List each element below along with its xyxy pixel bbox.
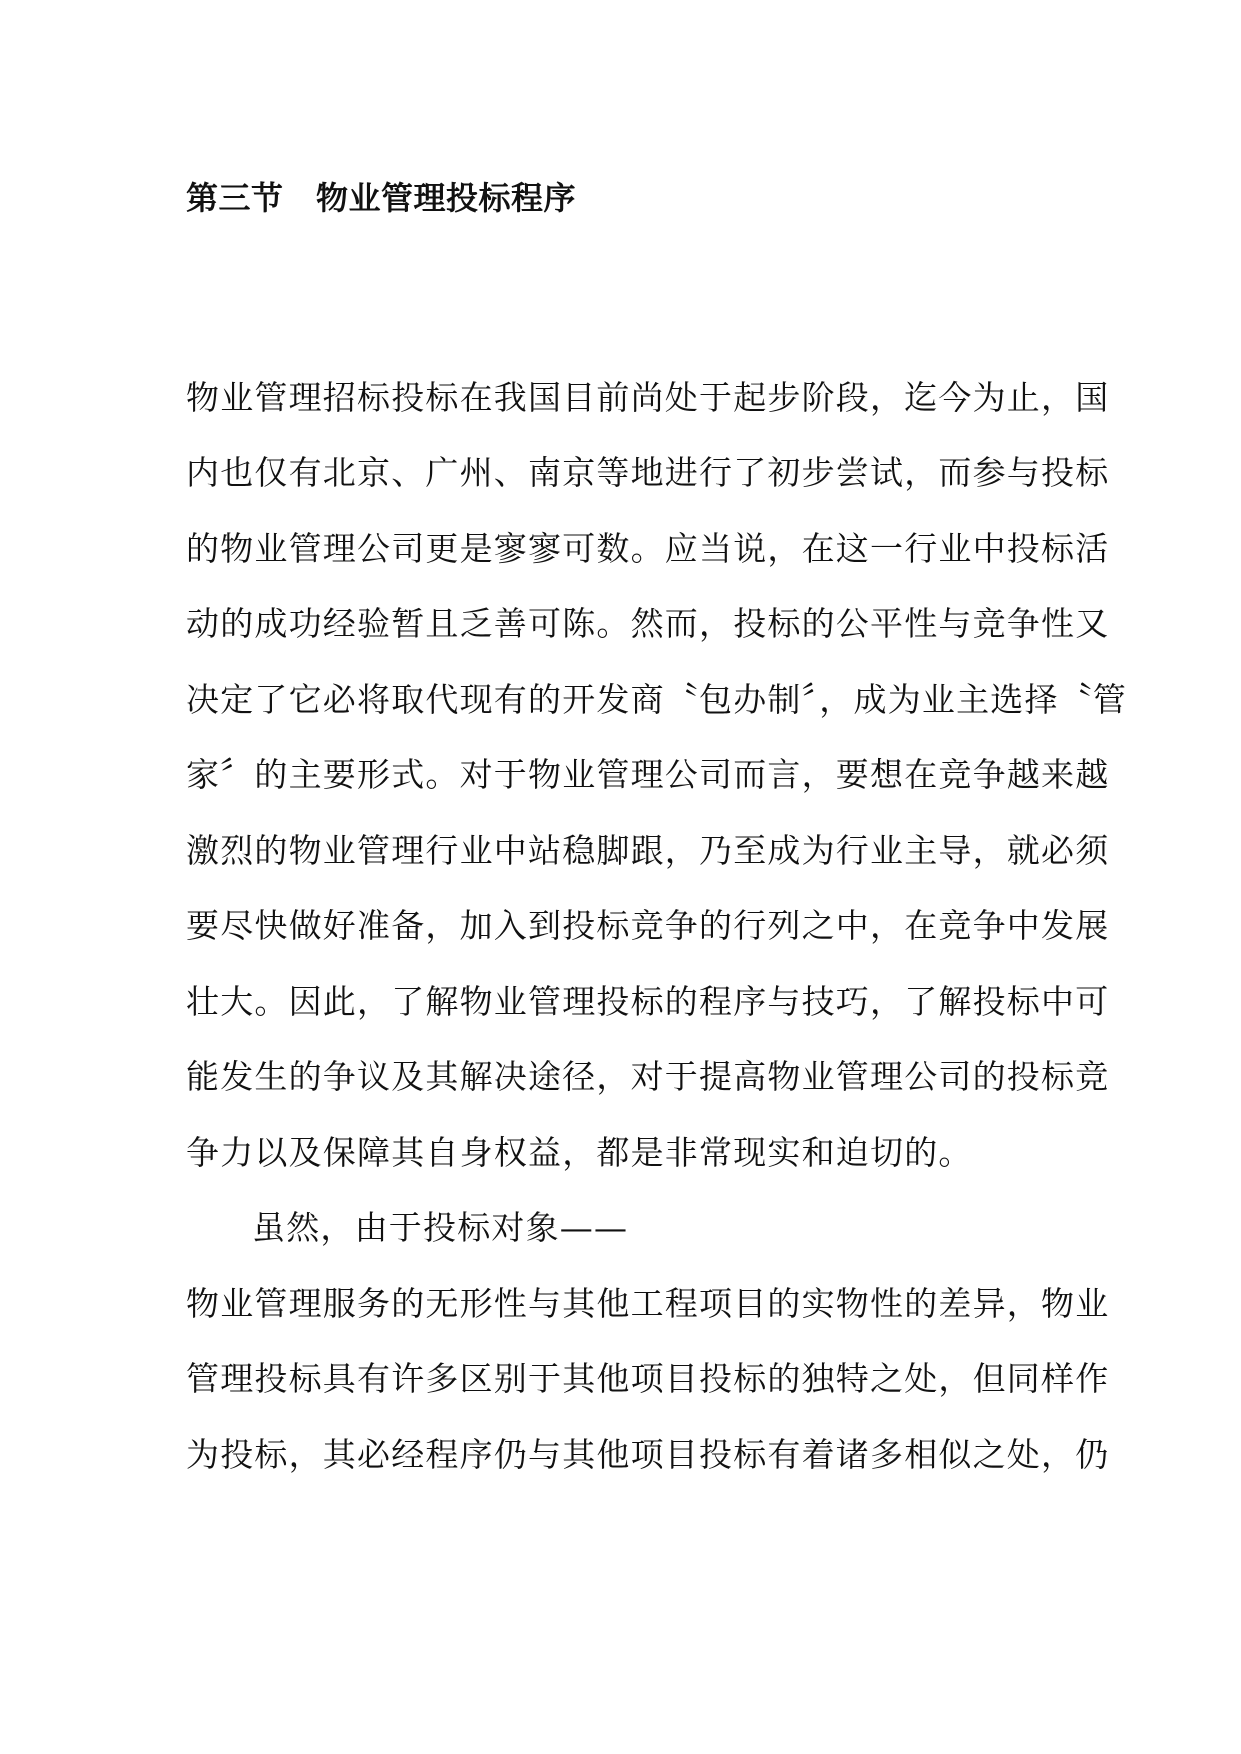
body-line: 物业管理招标投标在我国目前尚处于起步阶段，迄今为止，国	[186, 378, 1110, 417]
body-line: 管理投标具有许多区别于其他项目投标的独特之处，但同样作	[186, 1359, 1110, 1398]
body-line: 的物业管理公司更是寥寥可数。应当说，在这一行业中投标活	[186, 529, 1110, 568]
body-line: 壮大。因此，了解物业管理投标的程序与技巧，了解投标中可	[186, 982, 1110, 1021]
body-line: 动的成功经验暂且乏善可陈。然而，投标的公平性与竞争性又	[186, 604, 1110, 643]
body-line: 物业管理服务的无形性与其他工程项目的实物性的差异，物业	[186, 1284, 1110, 1323]
body-line: 决定了它必将取代现有的开发商〝包办制〞，成为业主选择〝管	[186, 680, 1128, 719]
body-line: 内也仅有北京、广州、南京等地进行了初步尝试，而参与投标	[186, 453, 1110, 492]
body-line: 能发生的争议及其解决途径，对于提高物业管理公司的投标竞	[186, 1057, 1110, 1096]
section-heading: 第三节 物业管理投标程序	[186, 179, 577, 217]
body-line: 争力以及保障其自身权益，都是非常现实和迫切的。	[186, 1133, 973, 1172]
body-line: 家〞的主要形式。对于物业管理公司而言，要想在竞争越来越	[186, 755, 1110, 794]
paragraph-start-line: 虽然，由于投标对象——	[252, 1208, 629, 1247]
body-line: 激烈的物业管理行业中站稳脚跟，乃至成为行业主导，就必须	[186, 831, 1110, 870]
body-line: 要尽快做好准备，加入到投标竞争的行列之中，在竞争中发展	[186, 906, 1110, 945]
body-line: 为投标，其必经程序仍与其他项目投标有着诸多相似之处，仍	[186, 1435, 1110, 1474]
